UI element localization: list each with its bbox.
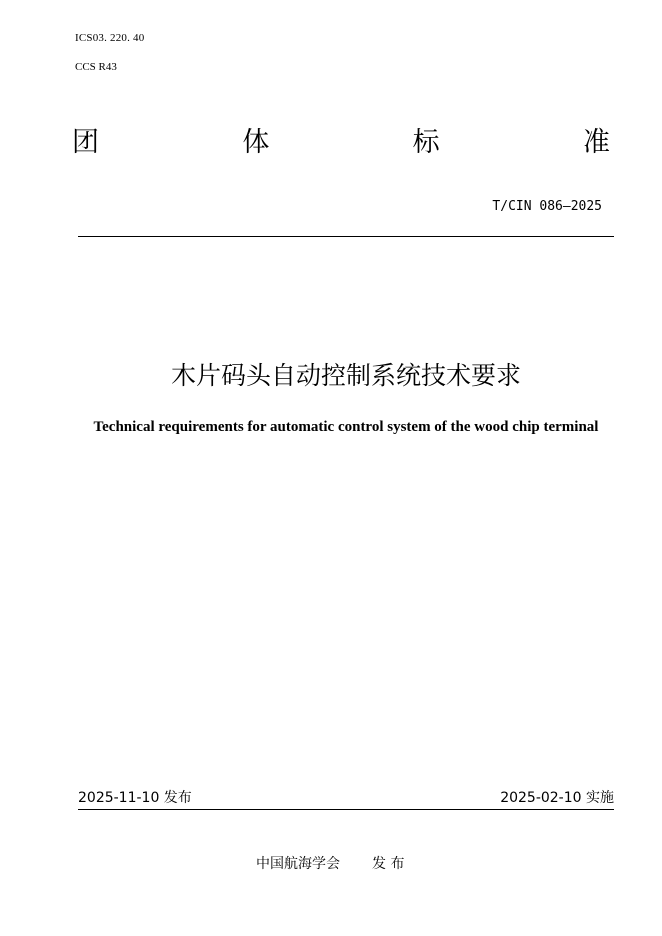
standard-type-heading (72, 126, 610, 160)
implementation-date: 2025-02-10 实施 (500, 790, 614, 806)
top-divider (78, 236, 614, 237)
bottom-divider (78, 809, 614, 810)
publisher-line (256, 855, 404, 873)
ccs-code: CCS R43 (75, 61, 117, 73)
standard-type-char-3: 标 (412, 127, 440, 158)
document-title-chinese: 木片码头自动控制系统技术要求 (170, 361, 521, 390)
standard-type-char-2: 体 (242, 127, 270, 158)
publisher-organization: 中国航海学会 (256, 856, 340, 872)
ics-code: ICS03. 220. 40 (75, 32, 145, 44)
standard-type-char-4: 准 (582, 127, 610, 158)
issue-date: 2025-11-10 发布 (78, 790, 192, 806)
document-title-english: Technical requirements for automatic control system of the wood chip terminal (93, 419, 599, 435)
publisher-action: 发 布 (372, 856, 405, 872)
standard-number: T/CIN 086—2025 (492, 199, 602, 214)
standard-type-char-1: 团 (72, 127, 99, 158)
